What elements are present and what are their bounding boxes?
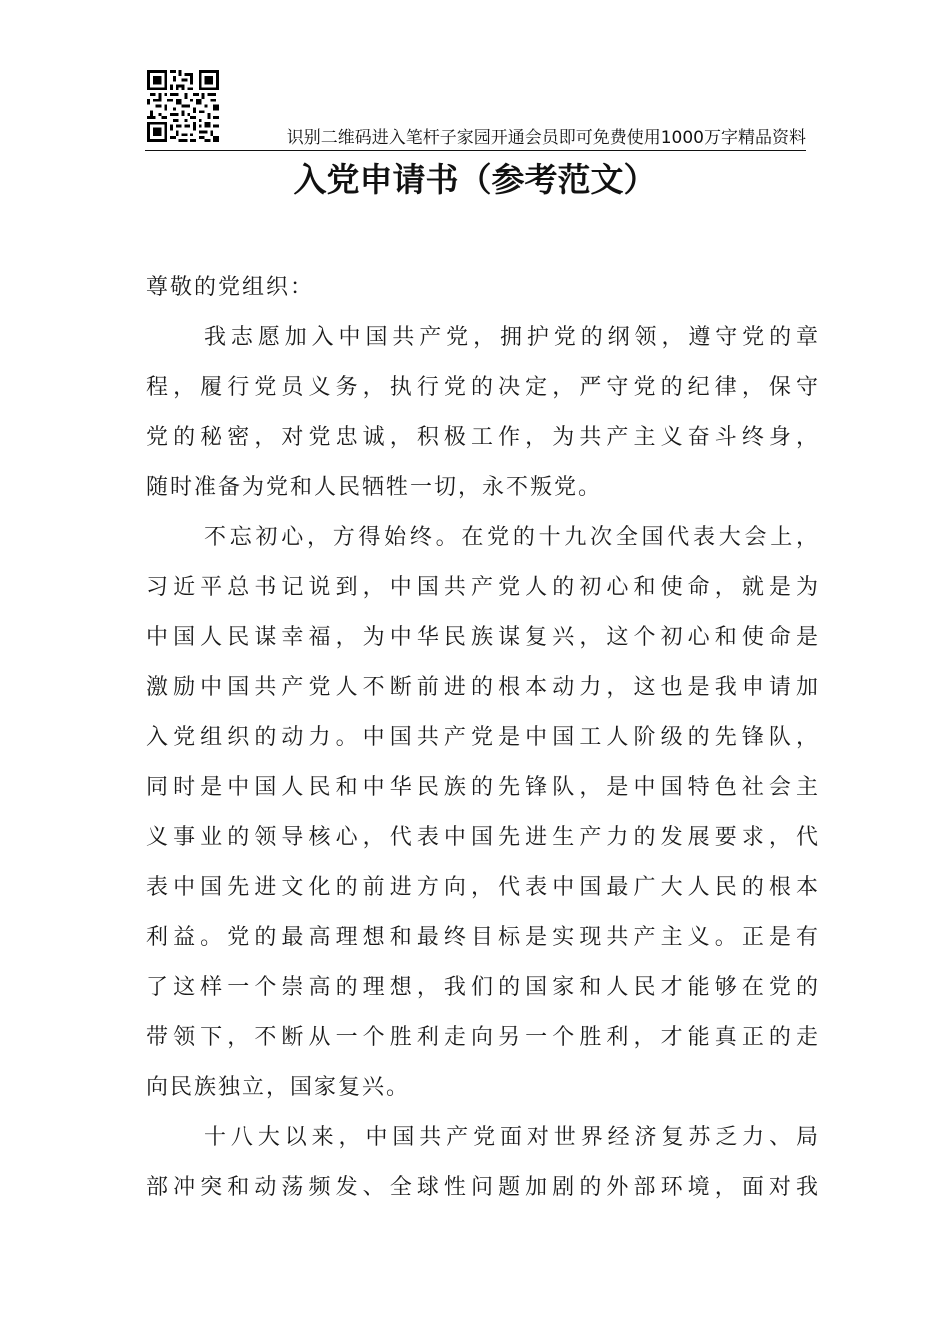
paragraph-line: 党的秘密，对党忠诚，积极工作，为共产主义奋斗终身， — [146, 425, 818, 450]
paragraph-line: 同时是中国人民和中华民族的先锋队，是中国特色社会主 — [146, 775, 818, 800]
header-divider — [145, 150, 806, 151]
paragraph-line: 了这样一个崇高的理想，我们的国家和人民才能够在党的 — [146, 975, 818, 1000]
paragraph-line: 入党组织的动力。中国共产党是中国工人阶级的先锋队， — [146, 725, 818, 750]
paragraph-line: 十八大以来，中国共产党面对世界经济复苏乏力、局 — [204, 1125, 818, 1150]
paragraph-line: 激励中国共产党人不断前进的根本动力，这也是我申请加 — [146, 675, 818, 700]
paragraph-line: 随时准备为党和人民牺牲一切，永不叛党。 — [146, 475, 603, 500]
paragraph-2 — [146, 513, 818, 1113]
paragraph-1 — [146, 313, 818, 513]
paragraph-line: 向民族独立，国家复兴。 — [146, 1075, 411, 1100]
paragraph-line: 部冲突和动荡频发、全球性问题加剧的外部环境，面对我 — [146, 1175, 818, 1200]
paragraph-line: 不忘初心，方得始终。在党的十九次全国代表大会上， — [204, 525, 818, 550]
paragraph-line: 程，履行党员义务，执行党的决定，严守党的纪律，保守 — [146, 375, 818, 400]
paragraph-line: 中国人民谋幸福，为中华民族谋复兴，这个初心和使命是 — [146, 625, 818, 650]
qr-code-image[interactable] — [147, 70, 219, 142]
salutation: 尊敬的党组织： — [146, 275, 315, 300]
paragraph-line: 我志愿加入中国共产党，拥护党的纲领，遵守党的章 — [204, 325, 818, 350]
paragraph-line: 利益。党的最高理想和最终目标是实现共产主义。正是有 — [146, 925, 818, 950]
paragraph-line: 带领下，不断从一个胜利走向另一个胜利，才能真正的走 — [146, 1025, 818, 1050]
paragraph-line: 表中国先进文化的前进方向，代表中国最广大人民的根本 — [146, 875, 818, 900]
paragraph-line: 习近平总书记说到，中国共产党人的初心和使命，就是为 — [146, 575, 818, 600]
document-body — [146, 263, 818, 1213]
page-header — [145, 68, 806, 152]
paragraph-line: 义事业的领导核心，代表中国先进生产力的发展要求，代 — [146, 825, 818, 850]
paragraph-3 — [146, 1113, 818, 1213]
header-promo-text: 识别二维码进入笔杆子家园开通会员即可免费使用1000万字精品资料 — [286, 128, 806, 148]
document-title: 入党申请书（参考范文） — [293, 160, 657, 199]
